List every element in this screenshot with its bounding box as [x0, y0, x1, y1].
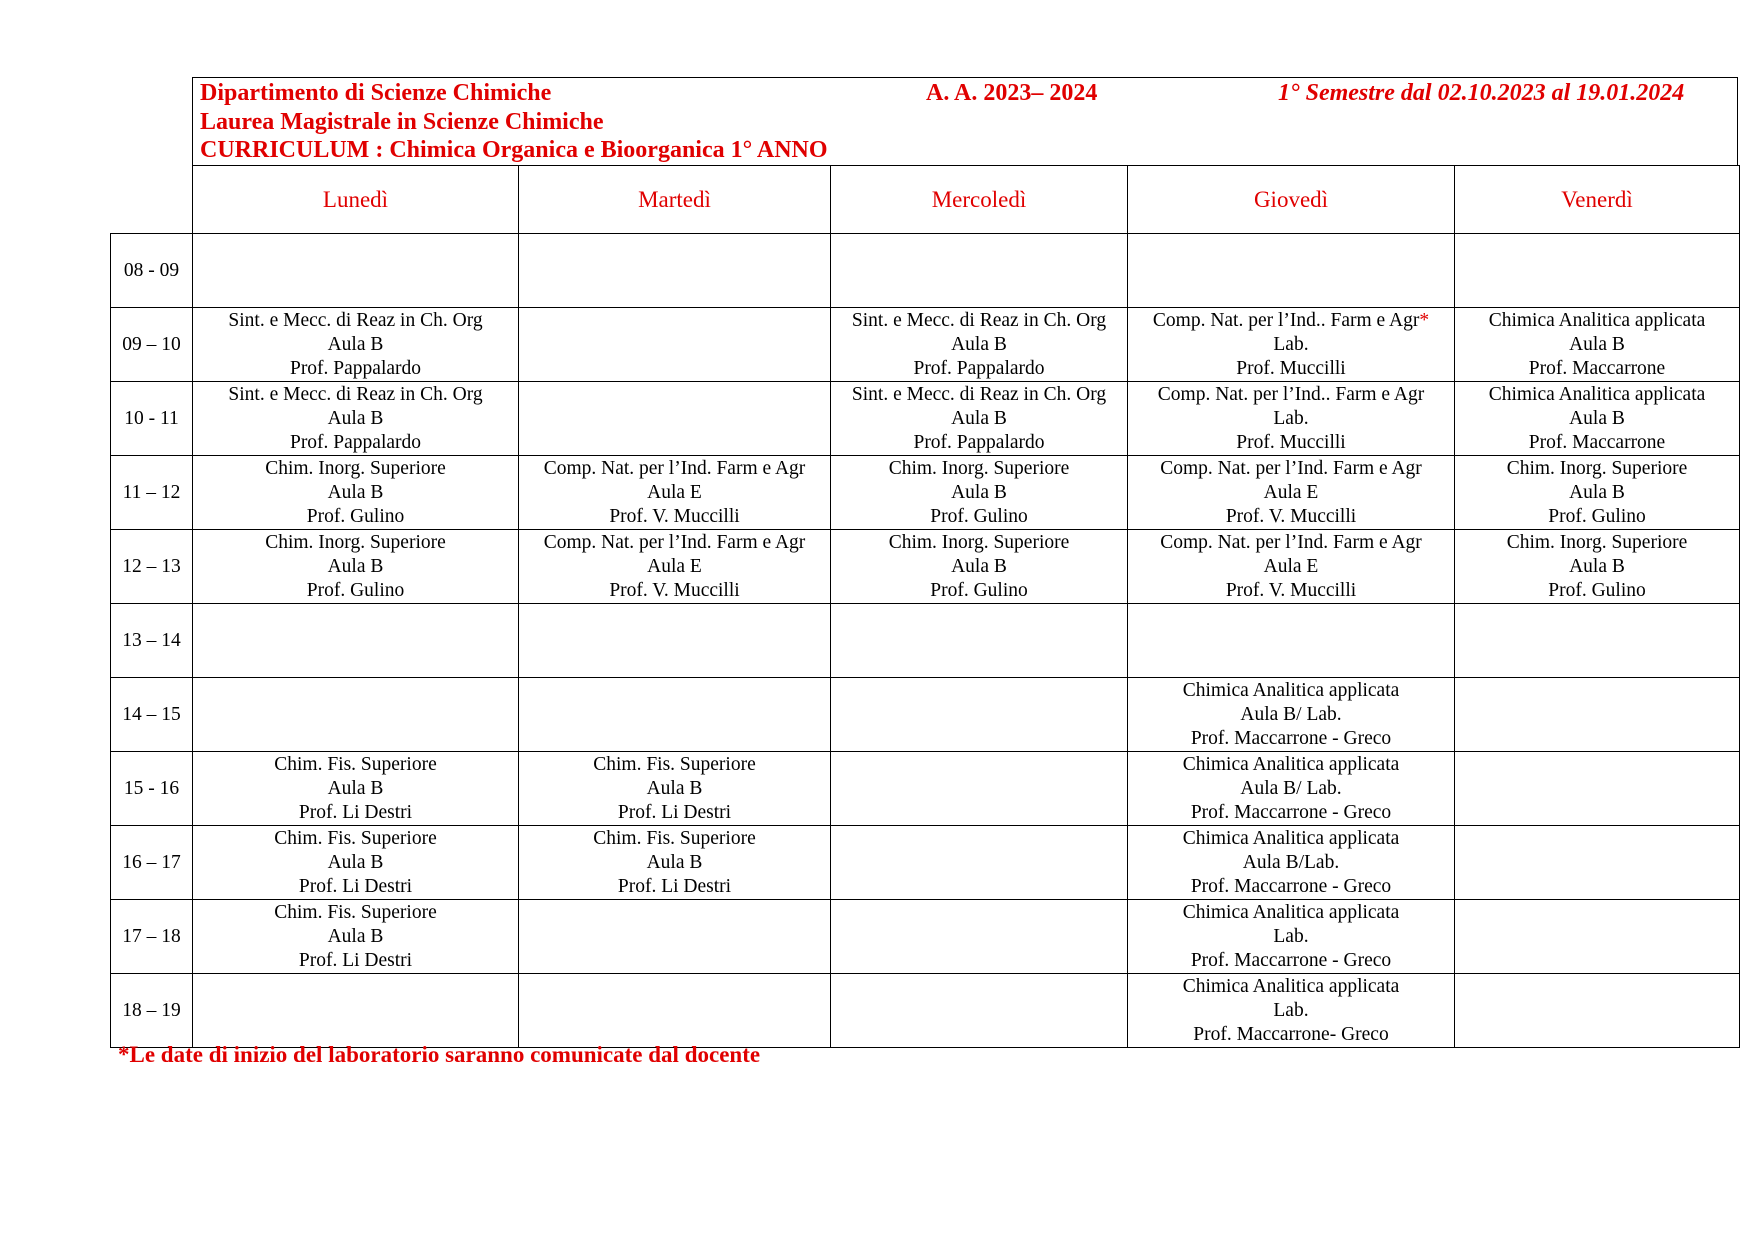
timetable-cell-mercoledi: [831, 752, 1128, 826]
room-name-text: Aula E: [647, 555, 702, 577]
room-name-text: Lab.: [1273, 333, 1309, 355]
room-name: [1128, 555, 1454, 579]
timetable-cell-lunedi: [193, 900, 519, 974]
professor-name-text: Prof. Gulino: [1548, 579, 1646, 601]
room-name: [1455, 407, 1739, 431]
table-row: [111, 826, 1740, 900]
course-name-text: Chim. Inorg. Superiore: [888, 457, 1070, 479]
professor-name: [831, 505, 1127, 529]
room-name: [1455, 555, 1739, 579]
professor-name-text: Prof. Maccarrone - Greco: [1190, 875, 1392, 897]
course-name-text: Comp. Nat. per l’Ind. Farm e Agr: [1160, 457, 1422, 479]
room-name-text: Aula B: [327, 407, 384, 429]
room-name: [193, 333, 518, 357]
header-box: [192, 77, 1738, 166]
timetable: [110, 165, 1740, 1048]
room-name: [519, 481, 830, 505]
room-name-text: Aula B: [327, 333, 384, 355]
professor-name: [1455, 431, 1739, 455]
timetable-cell-venerdi: [1455, 234, 1740, 308]
timetable-body: [111, 234, 1740, 1048]
professor-name-text: Prof. Pappalardo: [913, 431, 1045, 453]
course-name: [1128, 827, 1454, 851]
timetable-cell-venerdi: [1455, 974, 1740, 1048]
course-name: [831, 309, 1127, 333]
table-row: [111, 382, 1740, 456]
timetable-cell-lunedi: [193, 974, 519, 1048]
room-name-text: Aula B: [1569, 333, 1625, 355]
course-name: [831, 457, 1127, 481]
room-name-text: Aula B: [1569, 555, 1625, 577]
timetable-cell-venerdi: [1455, 604, 1740, 678]
timetable-cell-giovedi: [1128, 382, 1455, 456]
professor-name: [1128, 357, 1454, 381]
professor-name: [193, 801, 518, 825]
day-header-giovedi: Giovedì: [1128, 166, 1455, 234]
course-name-text: Chim. Fis. Superiore: [593, 827, 756, 849]
professor-name-text: Prof. Pappalardo: [289, 357, 422, 379]
professor-name: [1455, 357, 1739, 381]
course-name-text: Chim. Fis. Superiore: [274, 827, 437, 849]
timetable-cell-giovedi: [1128, 974, 1455, 1048]
timetable-cell-lunedi: [193, 308, 519, 382]
room-name-text: Aula B: [327, 777, 384, 799]
course-name: [1455, 531, 1739, 555]
course-name: [1128, 309, 1454, 333]
professor-name: [1128, 801, 1454, 825]
course-name-text: Comp. Nat. per l’Ind.. Farm e Agr: [1157, 383, 1425, 405]
table-row: [111, 678, 1740, 752]
room-name-text: Aula B: [646, 777, 703, 799]
time-slot-label: 08 - 09: [111, 234, 193, 308]
room-name: [831, 407, 1127, 431]
room-name: [519, 777, 830, 801]
timetable-cell-mercoledi: [831, 308, 1128, 382]
timetable-cell-venerdi: [1455, 530, 1740, 604]
room-name-text: Aula B/ Lab.: [1240, 777, 1342, 799]
course-name: [831, 531, 1127, 555]
footnote: *Le date di inizio del laboratorio saranno comunicate dal docente: [118, 1042, 761, 1067]
timetable-cell-martedi: [519, 678, 831, 752]
room-name-text: Aula B: [327, 925, 384, 947]
room-name-text: Aula E: [1263, 555, 1319, 577]
timetable-cell-giovedi: [1128, 752, 1455, 826]
professor-name: [1128, 875, 1454, 899]
room-name: [1128, 999, 1454, 1023]
timetable-cell-lunedi: [193, 604, 519, 678]
timetable-cell-martedi: [519, 974, 831, 1048]
room-name: [193, 851, 518, 875]
lab-note-marker: *: [1419, 309, 1430, 331]
corner-cell: [111, 166, 193, 234]
timetable-cell-martedi: [519, 900, 831, 974]
table-row: [111, 530, 1740, 604]
course-name: [193, 901, 518, 925]
timetable-cell-martedi: [519, 604, 831, 678]
time-slot-label: 10 - 11: [111, 382, 193, 456]
room-name-text: Aula B: [327, 481, 384, 503]
professor-name-text: Prof. Pappalardo: [289, 431, 422, 453]
professor-name: [519, 505, 830, 529]
course-name: [831, 383, 1127, 407]
professor-name-text: Prof. V. Muccilli: [609, 579, 740, 601]
time-slot-label: 14 – 15: [111, 678, 193, 752]
time-slot-label: 12 – 13: [111, 530, 193, 604]
timetable-cell-giovedi: [1128, 678, 1455, 752]
room-name: [1128, 333, 1454, 357]
room-name-text: Aula B/ Lab.: [1240, 703, 1342, 725]
professor-name-text: Prof. Gulino: [306, 505, 405, 527]
timetable-cell-venerdi: [1455, 752, 1740, 826]
course-name-text: Chim. Inorg. Superiore: [265, 531, 446, 553]
room-name: [193, 777, 518, 801]
course-name-text: Chimica Analitica applicata: [1182, 679, 1400, 701]
professor-name-text: Prof. Li Destri: [617, 875, 732, 897]
timetable-cell-lunedi: [193, 382, 519, 456]
course-name-text: Sint. e Mecc. di Reaz in Ch. Org: [228, 309, 483, 331]
room-name-text: Aula B: [327, 555, 384, 577]
timetable-cell-giovedi: [1128, 308, 1455, 382]
timetable-cell-martedi: [519, 308, 831, 382]
course-name: [193, 531, 518, 555]
timetable-cell-martedi: [519, 456, 831, 530]
timetable-cell-venerdi: [1455, 308, 1740, 382]
professor-name-text: Prof. Maccarrone - Greco: [1190, 801, 1392, 823]
professor-name-text: Prof. Maccarrone- Greco: [1193, 1023, 1389, 1045]
day-header-lunedi: Lunedì: [193, 166, 519, 234]
room-name: [1128, 777, 1454, 801]
room-name: [519, 851, 830, 875]
professor-name: [519, 801, 830, 825]
professor-name: [1128, 1023, 1454, 1047]
degree-title: Laurea Magistrale in Scienze Chimiche: [200, 109, 604, 135]
day-header-martedi: Martedì: [519, 166, 831, 234]
timetable-cell-giovedi: [1128, 456, 1455, 530]
course-name-text: Comp. Nat. per l’Ind.. Farm e Agr: [1152, 309, 1420, 331]
room-name-text: Aula B/Lab.: [1242, 851, 1340, 873]
professor-name: [193, 505, 518, 529]
table-row: [111, 308, 1740, 382]
course-name: [193, 457, 518, 481]
course-name: [1128, 901, 1454, 925]
room-name-text: Lab.: [1273, 999, 1309, 1021]
room-name-text: Aula E: [647, 481, 702, 503]
course-name-text: Chim. Inorg. Superiore: [1506, 457, 1688, 479]
professor-name-text: Prof. Muccilli: [1236, 357, 1346, 379]
professor-name: [831, 579, 1127, 603]
professor-name-text: Prof. Li Destri: [298, 949, 413, 971]
curriculum-title: CURRICULUM : Chimica Organica e Bioorganica 1° ANNO: [200, 137, 828, 163]
room-name-text: Aula B: [646, 851, 703, 873]
course-name-text: Chim. Inorg. Superiore: [1506, 531, 1688, 553]
professor-name-text: Prof. Gulino: [1548, 505, 1646, 527]
room-name: [193, 925, 518, 949]
professor-name: [193, 431, 518, 455]
course-name-text: Chim. Fis. Superiore: [593, 753, 756, 775]
day-header-mercoledi: Mercoledì: [831, 166, 1128, 234]
room-name: [193, 481, 518, 505]
course-name-text: Chim. Fis. Superiore: [274, 901, 437, 923]
course-name-text: Sint. e Mecc. di Reaz in Ch. Org: [851, 383, 1107, 405]
academic-year: A. A. 2023– 2024: [926, 80, 1098, 106]
timetable-cell-lunedi: [193, 234, 519, 308]
professor-name: [1455, 505, 1739, 529]
course-name: [1128, 679, 1454, 703]
room-name-text: Aula B: [951, 481, 1007, 503]
professor-name-text: Prof. Gulino: [930, 579, 1028, 601]
course-name-text: Chimica Analitica applicata: [1182, 827, 1400, 849]
timetable-cell-martedi: [519, 234, 831, 308]
timetable-cell-mercoledi: [831, 530, 1128, 604]
room-name-text: Aula B: [951, 333, 1007, 355]
timetable-cell-martedi: [519, 530, 831, 604]
room-name: [1128, 925, 1454, 949]
room-name-text: Aula B: [1569, 407, 1625, 429]
timetable-cell-giovedi: [1128, 604, 1455, 678]
professor-name-text: Prof. Pappalardo: [913, 357, 1045, 379]
course-name: [519, 457, 830, 481]
timetable-cell-giovedi: [1128, 826, 1455, 900]
table-row: [111, 234, 1740, 308]
time-slot-label: 11 – 12: [111, 456, 193, 530]
course-name: [1128, 975, 1454, 999]
timetable-cell-giovedi: [1128, 530, 1455, 604]
table-row: [111, 900, 1740, 974]
professor-name-text: Prof. Li Destri: [298, 875, 413, 897]
room-name-text: Lab.: [1273, 407, 1309, 429]
professor-name: [1128, 949, 1454, 973]
time-slot-label: 16 – 17: [111, 826, 193, 900]
professor-name: [193, 357, 518, 381]
course-name: [519, 531, 830, 555]
table-row: [111, 752, 1740, 826]
professor-name-text: Prof. V. Muccilli: [609, 505, 740, 527]
timetable-cell-lunedi: [193, 752, 519, 826]
course-name: [1128, 457, 1454, 481]
timetable-cell-venerdi: [1455, 456, 1740, 530]
room-name: [1128, 703, 1454, 727]
course-name: [193, 827, 518, 851]
course-name: [1455, 457, 1739, 481]
timetable-cell-mercoledi: [831, 678, 1128, 752]
room-name: [831, 333, 1127, 357]
professor-name-text: Prof. Maccarrone: [1528, 357, 1666, 379]
course-name: [1128, 383, 1454, 407]
timetable-cell-lunedi: [193, 678, 519, 752]
timetable-cell-martedi: [519, 382, 831, 456]
room-name: [1128, 481, 1454, 505]
course-name: [519, 827, 830, 851]
professor-name: [519, 579, 830, 603]
professor-name: [1128, 505, 1454, 529]
course-name-text: Chimica Analitica applicata: [1182, 975, 1400, 997]
room-name-text: Aula E: [1263, 481, 1319, 503]
professor-name: [831, 357, 1127, 381]
professor-name-text: Prof. V. Muccilli: [1225, 505, 1357, 527]
time-slot-label: 15 - 16: [111, 752, 193, 826]
timetable-cell-lunedi: [193, 456, 519, 530]
timetable-cell-mercoledi: [831, 900, 1128, 974]
semester-dates: 1° Semestre dal 02.10.2023 al 19.01.2024: [1278, 80, 1685, 106]
course-name-text: Sint. e Mecc. di Reaz in Ch. Org: [228, 383, 483, 405]
room-name: [831, 555, 1127, 579]
room-name: [193, 407, 518, 431]
course-name-text: Chimica Analitica applicata: [1182, 901, 1400, 923]
course-name: [193, 753, 518, 777]
room-name-text: Lab.: [1273, 925, 1309, 947]
professor-name-text: Prof. Maccarrone - Greco: [1190, 949, 1392, 971]
room-name: [1455, 481, 1739, 505]
course-name: [1128, 753, 1454, 777]
professor-name: [193, 949, 518, 973]
course-name-text: Comp. Nat. per l’Ind. Farm e Agr: [1160, 531, 1422, 553]
professor-name-text: Prof. Maccarrone - Greco: [1190, 727, 1392, 749]
professor-name: [1128, 431, 1454, 455]
professor-name: [1455, 579, 1739, 603]
professor-name: [1128, 727, 1454, 751]
course-name-text: Chim. Inorg. Superiore: [265, 457, 446, 479]
table-row: [111, 604, 1740, 678]
time-slot-label: 18 – 19: [111, 974, 193, 1048]
timetable-cell-venerdi: [1455, 826, 1740, 900]
course-name-text: Sint. e Mecc. di Reaz in Ch. Org: [851, 309, 1107, 331]
day-header-row: [111, 166, 1740, 234]
course-name-text: Comp. Nat. per l’Ind. Farm e Agr: [543, 457, 806, 479]
table-row: [111, 974, 1740, 1048]
timetable-cell-venerdi: [1455, 678, 1740, 752]
timetable-cell-lunedi: [193, 826, 519, 900]
table-row: [111, 456, 1740, 530]
room-name: [1455, 333, 1739, 357]
room-name: [193, 555, 518, 579]
time-slot-label: 17 – 18: [111, 900, 193, 974]
course-name: [193, 383, 518, 407]
course-name: [519, 753, 830, 777]
timetable-cell-mercoledi: [831, 604, 1128, 678]
room-name: [1128, 851, 1454, 875]
professor-name-text: Prof. Gulino: [930, 505, 1028, 527]
professor-name-text: Prof. V. Muccilli: [1225, 579, 1357, 601]
time-slot-label: 09 – 10: [111, 308, 193, 382]
professor-name: [831, 431, 1127, 455]
professor-name: [1128, 579, 1454, 603]
course-name-text: Chim. Inorg. Superiore: [888, 531, 1070, 553]
room-name-text: Aula B: [951, 555, 1007, 577]
room-name: [1128, 407, 1454, 431]
time-slot-label: 13 – 14: [111, 604, 193, 678]
timetable-cell-giovedi: [1128, 234, 1455, 308]
room-name-text: Aula B: [1569, 481, 1625, 503]
timetable-cell-giovedi: [1128, 900, 1455, 974]
timetable-cell-mercoledi: [831, 234, 1128, 308]
timetable-cell-mercoledi: [831, 382, 1128, 456]
timetable-cell-mercoledi: [831, 974, 1128, 1048]
professor-name-text: Prof. Gulino: [306, 579, 405, 601]
professor-name-text: Prof. Maccarrone: [1528, 431, 1666, 453]
professor-name-text: Prof. Li Destri: [617, 801, 732, 823]
timetable-cell-venerdi: [1455, 900, 1740, 974]
course-name: [1455, 383, 1739, 407]
room-name: [831, 481, 1127, 505]
course-name-text: Chimica Analitica applicata: [1488, 383, 1706, 405]
timetable-cell-lunedi: [193, 530, 519, 604]
room-name: [519, 555, 830, 579]
room-name-text: Aula B: [951, 407, 1007, 429]
course-name-text: Chimica Analitica applicata: [1182, 753, 1400, 775]
room-name-text: Aula B: [327, 851, 384, 873]
department-title: Dipartimento di Scienze Chimiche: [200, 80, 552, 106]
day-header-venerdi: Venerdì: [1455, 166, 1740, 234]
timetable-cell-mercoledi: [831, 826, 1128, 900]
course-name-text: Comp. Nat. per l’Ind. Farm e Agr: [543, 531, 806, 553]
timetable-cell-venerdi: [1455, 382, 1740, 456]
timetable-cell-martedi: [519, 752, 831, 826]
course-name: [1128, 531, 1454, 555]
professor-name-text: Prof. Muccilli: [1236, 431, 1346, 453]
timetable-cell-martedi: [519, 826, 831, 900]
timetable-cell-mercoledi: [831, 456, 1128, 530]
professor-name: [193, 579, 518, 603]
course-name: [1455, 309, 1739, 333]
professor-name-text: Prof. Li Destri: [298, 801, 413, 823]
professor-name: [519, 875, 830, 899]
course-name-text: Chimica Analitica applicata: [1488, 309, 1706, 331]
professor-name: [193, 875, 518, 899]
course-name-text: Chim. Fis. Superiore: [274, 753, 437, 775]
course-name: [193, 309, 518, 333]
